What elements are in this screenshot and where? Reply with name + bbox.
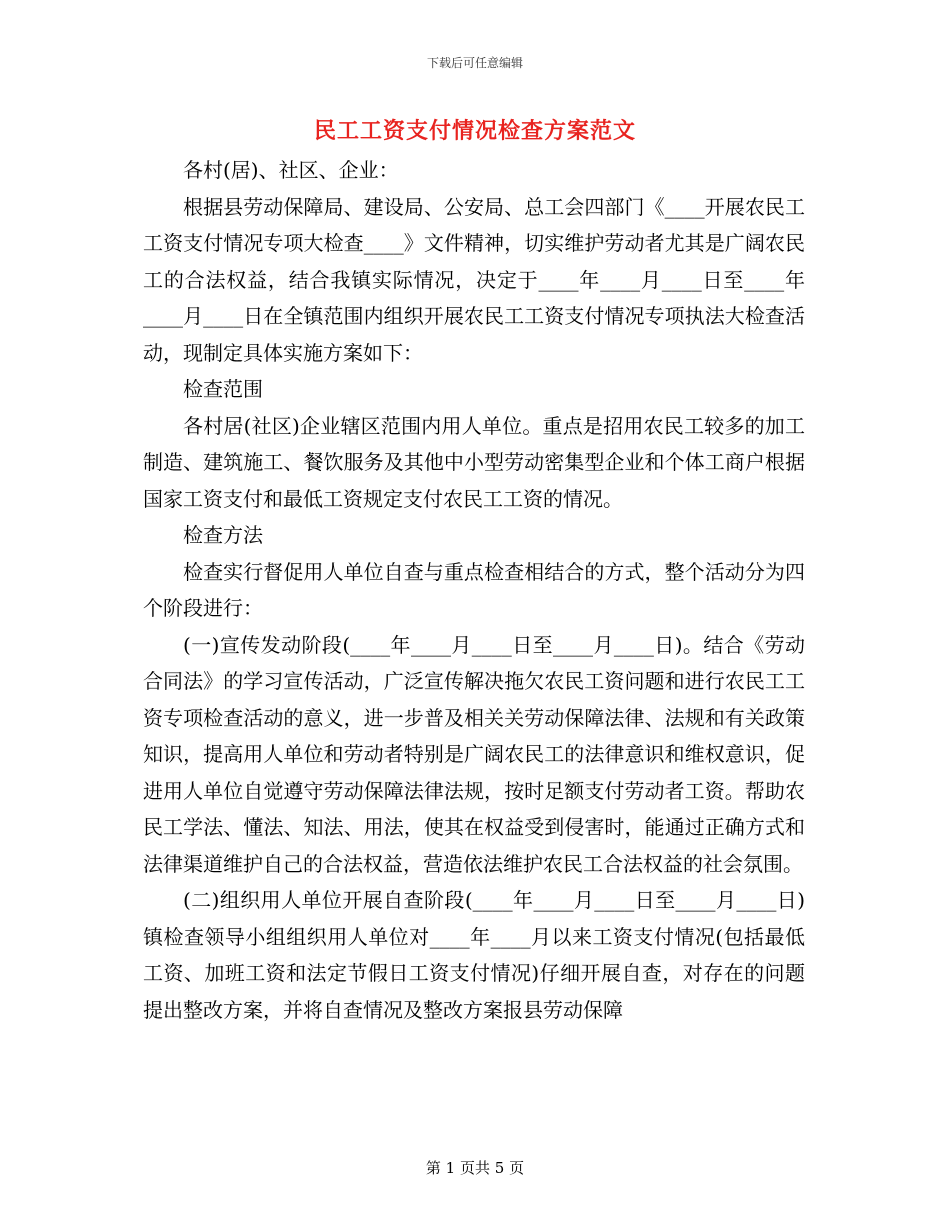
document-title: 民工工资支付情况检查方案范文	[313, 118, 636, 144]
header-note: 下载后可任意编辑	[426, 56, 523, 70]
paragraph-scope: 各村居(社区)企业辖区范围内用人单位。重点是招用农民工较多的加工制造、建筑施工、餐饮服务及其他中小型劳动密集型企业和个体工商户根据国家工资支付和最低工资规定支付农民工工资的情况。	[143, 413, 805, 511]
document-body	[143, 152, 805, 1028]
page-number: 第 1 页共 5 页	[425, 1159, 525, 1177]
paragraph-intro: 根据县劳动保障局、建设局、公安局、总工会四部门《____开展农民工工资支付情况专项大检查____》文件精神，切实维护劳动者尤其是广阔农民工的合法权益，结合我镇实际情况，决定于____年____月____日至____年____月____日在全镇范围内组织开展农民工工资支付情况专项执法大检查活动，现制定具体实施方案如下：	[143, 194, 805, 365]
paragraph-method: 检查实行督促用人单位自查与重点检查相结合的方式，整个活动分为四个阶段进行：	[143, 559, 805, 620]
section-heading-method: 检查方法	[183, 523, 263, 547]
paragraph-stage-one: (一)宣传发动阶段(____年____月____日至____月____日)。结合《劳动合同法》的学习宣传活动，广泛宣传解决拖欠农民工资问题和进行农民工工资专项检查活动的意义，进一步普及相关关劳动保障法律、法规和有关政策知识，提高用人单位和劳动者特别是广阔农民工的法律意识和维权意识，促进用人单位自觉遵守劳动保障法律法规，按时足额支付劳动者工资。帮助农民工学法、懂法、知法、用法，使其在权益受到侵害时，能通过正确方式和法律渠道维护自己的合法权益，营造依法维护农民工合法权益的社会氛围。	[143, 632, 805, 876]
section-heading-scope: 检查范围	[183, 377, 263, 401]
paragraph-salutation: 各村(居)、社区、企业：	[183, 158, 399, 182]
paragraph-stage-two: (二)组织用人单位开展自查阶段(____年____月____日至____月____日)镇检查领导小组组织用人单位对____年____月以来工资支付情况(包括最低工资、加班工资和法定节假日工资支付情况)仔细开展自查，对存在的问题提出整改方案，并将自查情况及整改方案报县劳动保障	[143, 888, 805, 1022]
